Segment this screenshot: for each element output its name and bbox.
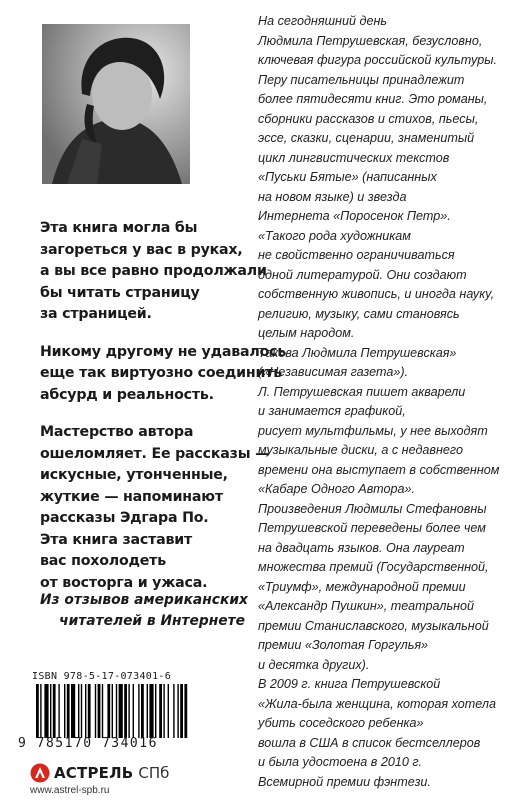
blurb-paragraph [40, 342, 287, 407]
bio-line: религию, музыку, сами становясь [258, 306, 460, 321]
bio-line: «Триумф», международной премии [258, 579, 466, 594]
bio-line: «Александр Пушкин», театральной [258, 599, 475, 613]
bio-line: целым народом. [258, 326, 355, 340]
bio-line: на новом языке) и звезда [258, 189, 407, 204]
barcode-number: 9 785170 734016 [18, 736, 158, 751]
bio-line: множества премий (Государственной, [258, 560, 489, 574]
bio-line: эссе, сказки, сценарии, знаменитый [258, 131, 475, 145]
bio-line: премии «Золотая Горгулья» [258, 638, 429, 652]
blurb-line: ошеломляет. Ее рассказы — [40, 445, 270, 462]
bio-line: цикл лингвистических текстов [258, 150, 450, 165]
author-bio-text [258, 12, 510, 792]
blurb-line: Эта книга могла бы [40, 220, 198, 236]
blurb-paragraph [40, 422, 270, 594]
bio-line: времени она выступает в собственном [258, 462, 500, 477]
bio-line: («Независимая газета»). [258, 365, 409, 379]
blurb-line: а вы все равно продолжали [40, 263, 267, 279]
bio-line: Всемирной премии фэнтези. [258, 774, 431, 789]
bio-line: сборники рассказов и стихов, пьесы, [258, 111, 479, 126]
bio-line: «Такого рода художникам [258, 228, 411, 243]
quote-source-line: читателей в Интернете [59, 613, 245, 629]
quote-source-line: Из отзывов американских [40, 592, 248, 608]
author-photo [42, 24, 190, 184]
bio-line: и была удостоена в 2010 г. [258, 755, 423, 769]
blurb-line: искусные, утонченные, [40, 467, 228, 483]
bio-line: премии Станиславского, музыкальной [258, 618, 489, 633]
bio-line: рисует мультфильмы, у нее выходят [258, 423, 488, 438]
isbn-label: ISBN 978-5-17-073401-6 [32, 671, 172, 682]
barcode-icon [32, 684, 232, 738]
bio-line: музыкальные диски, а с недавнего [258, 443, 463, 457]
blurb-line: загореться у вас в руках, [40, 241, 243, 258]
bio-line: Л. Петрушевская пишет акварели [258, 384, 466, 399]
bio-line: не свойственно ограничиваться [258, 248, 455, 262]
bio-line: Интернета «Поросенок Петр». [258, 209, 451, 223]
bio-line: «Пуськи Бятые» (написанных [258, 170, 437, 184]
bio-line: ключевая фигура российской культуры. [258, 53, 498, 67]
quote-source [40, 590, 248, 632]
bio-line: вошла в США в список бестселлеров [258, 735, 481, 750]
bio-line: на двадцать языков. Она лауреат [258, 540, 465, 555]
bio-line: одной литературой. Они создают [258, 267, 467, 282]
blurb-line: Эта книга заставит [40, 531, 193, 548]
publisher-name: АСТРЕЛЬ [54, 764, 134, 782]
blurb-line: Никому другому не удавалось [40, 343, 287, 360]
bio-line: На сегодняшний день [258, 14, 387, 28]
publisher-logo [30, 763, 169, 783]
bio-line: Произведения Людмилы Стефановны [258, 501, 487, 516]
bio-line: более пятидесяти книг. Это романы, [258, 92, 488, 106]
bio-line: «Кабаре Одного Автора». [258, 482, 415, 496]
blurb-line: за страницей. [40, 306, 152, 322]
bio-line: Перу писательницы принадлежит [258, 72, 465, 87]
publisher-website: www.astrel-spb.ru [30, 785, 110, 796]
bio-line: В 2009 г. книга Петрушевской [258, 677, 441, 691]
blurb-line: рассказы Эдгара По. [40, 510, 209, 526]
bio-line: и десятка других). [258, 657, 370, 672]
publisher-city: СПб [138, 764, 170, 782]
blurb-line: от восторга и ужаса. [40, 574, 208, 591]
blurb-paragraph [40, 218, 267, 326]
blurb-line: жуткие — напоминают [40, 488, 223, 505]
blurb-line: бы читать страницу [40, 284, 200, 301]
blurb-line: вас похолодеть [40, 553, 166, 569]
blurb-line: абсурд и реальность. [40, 386, 214, 403]
blurb-line: Мастерство автора [40, 424, 194, 440]
bio-line: убить соседского ребенка» [258, 716, 424, 730]
bio-line: Такова Людмила Петрушевская» [258, 345, 457, 360]
blurb-line: еще так виртуозно соединить [40, 365, 282, 381]
reader-reviews-blurb [40, 218, 287, 610]
bio-line: и занимается графикой, [258, 404, 406, 418]
bio-line: собственную живопись, и иногда науку, [258, 287, 495, 301]
bio-line: «Жила-была женщина, которая хотела [258, 696, 496, 711]
bio-line: Людмила Петрушевская, безусловно, [258, 33, 483, 48]
bio-line: Петрушевской переведены более чем [258, 521, 486, 535]
publisher-a-icon [30, 763, 50, 783]
